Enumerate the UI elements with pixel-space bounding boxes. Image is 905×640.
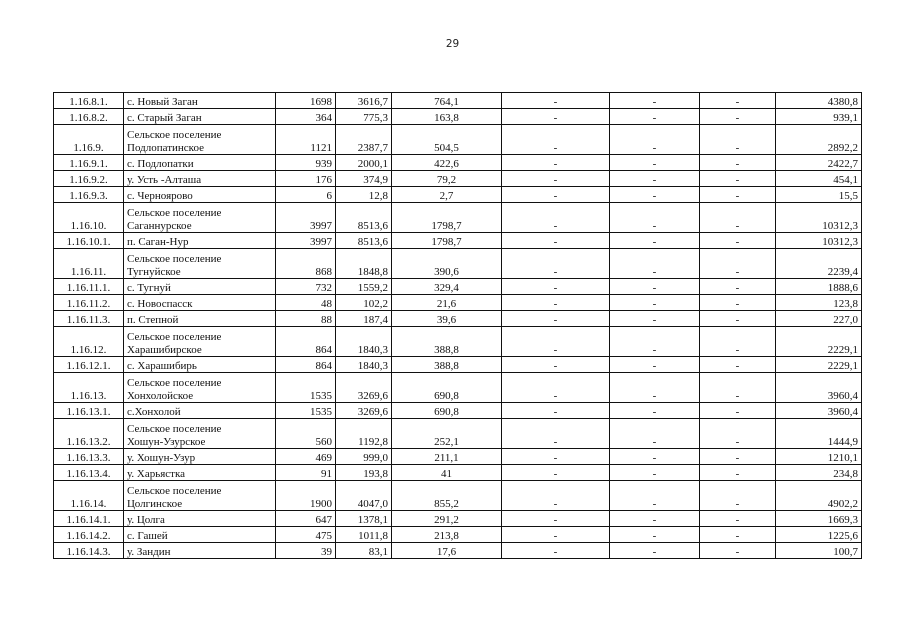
settlement-name-line: Хонхолойское	[127, 389, 194, 402]
code-cell: 1.16.11.	[54, 249, 124, 279]
value-cell-5: -	[610, 249, 700, 279]
settlement-name-cell	[124, 403, 276, 419]
value-cell-2: 187,4	[336, 311, 392, 327]
value-cell-3: 390,6	[392, 249, 502, 279]
value-cell-2: 8513,6	[336, 203, 392, 233]
value-cell-6: -	[700, 93, 776, 109]
value-cell-1: 469	[276, 449, 336, 465]
code-cell: 1.16.10.	[54, 203, 124, 233]
settlement-name-cell	[124, 295, 276, 311]
value-cell-3: 79,2	[392, 171, 502, 187]
table-row	[54, 203, 862, 233]
settlement-name-line: с. Тугнуй	[127, 281, 171, 294]
value-cell-1: 732	[276, 279, 336, 295]
value-cell-3: 388,8	[392, 327, 502, 357]
value-cell-4: -	[502, 125, 610, 155]
total-cell: 1225,6	[776, 527, 862, 543]
value-cell-5: -	[610, 543, 700, 559]
settlement-name-cell	[124, 419, 276, 449]
value-cell-3: 690,8	[392, 373, 502, 403]
value-cell-4: -	[502, 527, 610, 543]
settlement-name-line: с.Хонхолой	[127, 405, 181, 418]
code-cell: 1.16.13.1.	[54, 403, 124, 419]
value-cell-3: 388,8	[392, 357, 502, 373]
value-cell-6: -	[700, 527, 776, 543]
value-cell-1: 6	[276, 187, 336, 203]
value-cell-5: -	[610, 403, 700, 419]
table-row	[54, 295, 862, 311]
settlement-name-line: Тугнуйское	[127, 265, 181, 278]
settlement-name-line: у. Цолга	[127, 513, 165, 526]
value-cell-2: 3269,6	[336, 403, 392, 419]
table-row	[54, 449, 862, 465]
table-row	[54, 527, 862, 543]
settlement-name-line: Сельское поселение	[127, 207, 222, 220]
value-cell-3: 291,2	[392, 511, 502, 527]
value-cell-1: 88	[276, 311, 336, 327]
value-cell-1: 1900	[276, 481, 336, 511]
code-cell: 1.16.12.	[54, 327, 124, 357]
table-row	[54, 311, 862, 327]
settlement-name-cell	[124, 155, 276, 171]
settlement-name-cell	[124, 527, 276, 543]
value-cell-5: -	[610, 449, 700, 465]
total-cell: 4380,8	[776, 93, 862, 109]
value-cell-5: -	[610, 109, 700, 125]
settlement-name-line: с. Гашей	[127, 529, 168, 542]
value-cell-6: -	[700, 171, 776, 187]
value-cell-5: -	[610, 327, 700, 357]
value-cell-4: -	[502, 279, 610, 295]
total-cell: 1210,1	[776, 449, 862, 465]
code-cell: 1.16.9.3.	[54, 187, 124, 203]
settlement-name-line: Сельское поселение	[127, 423, 222, 436]
value-cell-4: -	[502, 187, 610, 203]
value-cell-5: -	[610, 481, 700, 511]
value-cell-1: 868	[276, 249, 336, 279]
value-cell-1: 475	[276, 527, 336, 543]
value-cell-1: 39	[276, 543, 336, 559]
total-cell: 10312,3	[776, 203, 862, 233]
value-cell-5: -	[610, 357, 700, 373]
value-cell-5: -	[610, 171, 700, 187]
settlement-name-line: Сельское поселение	[127, 485, 222, 498]
table-body	[54, 93, 862, 559]
value-cell-2: 1840,3	[336, 327, 392, 357]
value-cell-6: -	[700, 279, 776, 295]
table-row	[54, 125, 862, 155]
value-cell-4: -	[502, 155, 610, 171]
settlement-name-line: Цолгинское	[127, 497, 183, 510]
settlement-name-line: Саганнурское	[127, 219, 192, 232]
value-cell-3: 504,5	[392, 125, 502, 155]
settlement-name-cell	[124, 125, 276, 155]
settlement-name-cell	[124, 249, 276, 279]
code-cell: 1.16.9.2.	[54, 171, 124, 187]
total-cell: 4902,2	[776, 481, 862, 511]
value-cell-3: 163,8	[392, 109, 502, 125]
total-cell: 2239,4	[776, 249, 862, 279]
value-cell-6: -	[700, 511, 776, 527]
settlement-name-line: у. Харьястка	[127, 467, 186, 480]
value-cell-4: -	[502, 109, 610, 125]
settlement-table	[53, 92, 862, 559]
value-cell-6: -	[700, 125, 776, 155]
value-cell-6: -	[700, 481, 776, 511]
value-cell-4: -	[502, 373, 610, 403]
value-cell-1: 864	[276, 357, 336, 373]
value-cell-4: -	[502, 327, 610, 357]
value-cell-2: 1192,8	[336, 419, 392, 449]
value-cell-5: -	[610, 373, 700, 403]
settlement-name-line: п. Степной	[127, 313, 179, 326]
settlement-name-line: у. Зандин	[127, 545, 171, 558]
value-cell-1: 91	[276, 465, 336, 481]
settlement-name-cell	[124, 373, 276, 403]
table-row	[54, 373, 862, 403]
value-cell-5: -	[610, 233, 700, 249]
value-cell-3: 1798,7	[392, 203, 502, 233]
value-cell-3: 21,6	[392, 295, 502, 311]
value-cell-5: -	[610, 295, 700, 311]
value-cell-6: -	[700, 403, 776, 419]
code-cell: 1.16.9.1.	[54, 155, 124, 171]
code-cell: 1.16.14.3.	[54, 543, 124, 559]
value-cell-1: 48	[276, 295, 336, 311]
settlement-name-cell	[124, 279, 276, 295]
value-cell-3: 2,7	[392, 187, 502, 203]
value-cell-2: 1011,8	[336, 527, 392, 543]
settlement-name-cell	[124, 543, 276, 559]
table-row	[54, 481, 862, 511]
value-cell-2: 83,1	[336, 543, 392, 559]
settlement-name-cell	[124, 449, 276, 465]
code-cell: 1.16.9.	[54, 125, 124, 155]
table-row	[54, 465, 862, 481]
value-cell-6: -	[700, 357, 776, 373]
value-cell-3: 1798,7	[392, 233, 502, 249]
value-cell-4: -	[502, 93, 610, 109]
settlement-name-line: с. Новый Заган	[127, 95, 198, 108]
value-cell-2: 999,0	[336, 449, 392, 465]
value-cell-1: 560	[276, 419, 336, 449]
value-cell-5: -	[610, 465, 700, 481]
total-cell: 100,7	[776, 543, 862, 559]
value-cell-1: 1698	[276, 93, 336, 109]
value-cell-6: -	[700, 373, 776, 403]
value-cell-4: -	[502, 233, 610, 249]
table-row	[54, 93, 862, 109]
value-cell-1: 1121	[276, 125, 336, 155]
total-cell: 234,8	[776, 465, 862, 481]
value-cell-1: 3997	[276, 233, 336, 249]
settlement-name-line: Сельское поселение	[127, 129, 222, 142]
value-cell-6: -	[700, 249, 776, 279]
value-cell-2: 1848,8	[336, 249, 392, 279]
value-cell-1: 864	[276, 327, 336, 357]
value-cell-2: 1559,2	[336, 279, 392, 295]
table-row	[54, 109, 862, 125]
value-cell-4: -	[502, 203, 610, 233]
table-row	[54, 419, 862, 449]
settlement-name-cell	[124, 511, 276, 527]
code-cell: 1.16.14.1.	[54, 511, 124, 527]
value-cell-4: -	[502, 511, 610, 527]
total-cell: 3960,4	[776, 373, 862, 403]
value-cell-3: 211,1	[392, 449, 502, 465]
code-cell: 1.16.13.4.	[54, 465, 124, 481]
value-cell-3: 690,8	[392, 403, 502, 419]
code-cell: 1.16.8.1.	[54, 93, 124, 109]
value-cell-1: 364	[276, 109, 336, 125]
value-cell-6: -	[700, 295, 776, 311]
settlement-name-line: Сельское поселение	[127, 377, 222, 390]
code-cell: 1.16.11.3.	[54, 311, 124, 327]
value-cell-4: -	[502, 481, 610, 511]
value-cell-2: 374,9	[336, 171, 392, 187]
settlement-name-line: п. Саган-Нур	[127, 235, 189, 248]
value-cell-4: -	[502, 249, 610, 279]
value-cell-3: 213,8	[392, 527, 502, 543]
value-cell-2: 1378,1	[336, 511, 392, 527]
total-cell: 2892,2	[776, 125, 862, 155]
value-cell-5: -	[610, 187, 700, 203]
value-cell-5: -	[610, 527, 700, 543]
value-cell-4: -	[502, 171, 610, 187]
value-cell-1: 176	[276, 171, 336, 187]
total-cell: 2422,7	[776, 155, 862, 171]
page-number: 29	[445, 38, 460, 50]
value-cell-1: 939	[276, 155, 336, 171]
value-cell-2: 8513,6	[336, 233, 392, 249]
settlement-name-line: с. Черноярово	[127, 189, 193, 202]
value-cell-3: 855,2	[392, 481, 502, 511]
code-cell: 1.16.12.1.	[54, 357, 124, 373]
table-row	[54, 511, 862, 527]
table-row	[54, 357, 862, 373]
settlement-name-line: с. Подлопатки	[127, 157, 194, 170]
total-cell: 10312,3	[776, 233, 862, 249]
table-row	[54, 249, 862, 279]
value-cell-2: 12,8	[336, 187, 392, 203]
settlement-name-line: Подлопатинское	[127, 141, 204, 154]
value-cell-3: 764,1	[392, 93, 502, 109]
total-cell: 1888,6	[776, 279, 862, 295]
table-row	[54, 155, 862, 171]
total-cell: 1444,9	[776, 419, 862, 449]
value-cell-4: -	[502, 465, 610, 481]
code-cell: 1.16.13.	[54, 373, 124, 403]
value-cell-2: 775,3	[336, 109, 392, 125]
value-cell-1: 647	[276, 511, 336, 527]
settlement-name-line: с. Новоспасск	[127, 297, 193, 310]
total-cell: 2229,1	[776, 327, 862, 357]
settlement-name-cell	[124, 465, 276, 481]
value-cell-1: 3997	[276, 203, 336, 233]
value-cell-2: 2000,1	[336, 155, 392, 171]
value-cell-2: 3616,7	[336, 93, 392, 109]
value-cell-4: -	[502, 311, 610, 327]
value-cell-4: -	[502, 449, 610, 465]
settlement-name-line: Хошун-Узурское	[127, 435, 206, 448]
total-cell: 2229,1	[776, 357, 862, 373]
settlement-name-line: с. Старый Заган	[127, 111, 202, 124]
value-cell-2: 3269,6	[336, 373, 392, 403]
table-row	[54, 327, 862, 357]
value-cell-5: -	[610, 311, 700, 327]
value-cell-6: -	[700, 187, 776, 203]
value-cell-3: 41	[392, 465, 502, 481]
settlement-name-cell	[124, 203, 276, 233]
settlement-name-line: Сельское поселение	[127, 331, 222, 344]
settlement-name-line: у. Усть -Алташа	[127, 173, 202, 186]
value-cell-3: 422,6	[392, 155, 502, 171]
value-cell-6: -	[700, 109, 776, 125]
settlement-name-cell	[124, 233, 276, 249]
code-cell: 1.16.13.2.	[54, 419, 124, 449]
settlement-name-cell	[124, 481, 276, 511]
value-cell-5: -	[610, 203, 700, 233]
value-cell-6: -	[700, 155, 776, 171]
value-cell-6: -	[700, 311, 776, 327]
table-row	[54, 233, 862, 249]
value-cell-2: 102,2	[336, 295, 392, 311]
total-cell: 15,5	[776, 187, 862, 203]
value-cell-6: -	[700, 543, 776, 559]
table-row	[54, 403, 862, 419]
value-cell-4: -	[502, 403, 610, 419]
settlement-name-line: у. Хошун-Узур	[127, 451, 196, 464]
table-row	[54, 279, 862, 295]
value-cell-6: -	[700, 327, 776, 357]
settlement-name-cell	[124, 357, 276, 373]
total-cell: 1669,3	[776, 511, 862, 527]
total-cell: 123,8	[776, 295, 862, 311]
value-cell-5: -	[610, 125, 700, 155]
value-cell-3: 252,1	[392, 419, 502, 449]
value-cell-3: 329,4	[392, 279, 502, 295]
code-cell: 1.16.14.2.	[54, 527, 124, 543]
value-cell-1: 1535	[276, 373, 336, 403]
code-cell: 1.16.11.1.	[54, 279, 124, 295]
value-cell-4: -	[502, 543, 610, 559]
value-cell-6: -	[700, 203, 776, 233]
settlement-name-cell	[124, 93, 276, 109]
total-cell: 939,1	[776, 109, 862, 125]
code-cell: 1.16.10.1.	[54, 233, 124, 249]
total-cell: 454,1	[776, 171, 862, 187]
table-row	[54, 543, 862, 559]
value-cell-2: 1840,3	[336, 357, 392, 373]
settlement-name-cell	[124, 171, 276, 187]
settlement-name-cell	[124, 109, 276, 125]
settlement-name-cell	[124, 327, 276, 357]
settlement-name-cell	[124, 187, 276, 203]
total-cell: 3960,4	[776, 403, 862, 419]
value-cell-6: -	[700, 449, 776, 465]
value-cell-2: 193,8	[336, 465, 392, 481]
settlement-name-cell	[124, 311, 276, 327]
value-cell-4: -	[502, 419, 610, 449]
table-row	[54, 171, 862, 187]
value-cell-4: -	[502, 295, 610, 311]
total-cell: 227,0	[776, 311, 862, 327]
value-cell-5: -	[610, 93, 700, 109]
value-cell-5: -	[610, 511, 700, 527]
settlement-name-line: с. Харашибирь	[127, 359, 197, 372]
code-cell: 1.16.11.2.	[54, 295, 124, 311]
value-cell-5: -	[610, 279, 700, 295]
value-cell-5: -	[610, 155, 700, 171]
table-row	[54, 187, 862, 203]
settlement-name-line: Сельское поселение	[127, 253, 222, 266]
value-cell-6: -	[700, 465, 776, 481]
value-cell-2: 4047,0	[336, 481, 392, 511]
value-cell-6: -	[700, 419, 776, 449]
value-cell-5: -	[610, 419, 700, 449]
code-cell: 1.16.14.	[54, 481, 124, 511]
settlement-name-line: Харашибирское	[127, 343, 202, 356]
value-cell-1: 1535	[276, 403, 336, 419]
code-cell: 1.16.8.2.	[54, 109, 124, 125]
value-cell-3: 39,6	[392, 311, 502, 327]
value-cell-6: -	[700, 233, 776, 249]
value-cell-2: 2387,7	[336, 125, 392, 155]
code-cell: 1.16.13.3.	[54, 449, 124, 465]
value-cell-3: 17,6	[392, 543, 502, 559]
value-cell-4: -	[502, 357, 610, 373]
